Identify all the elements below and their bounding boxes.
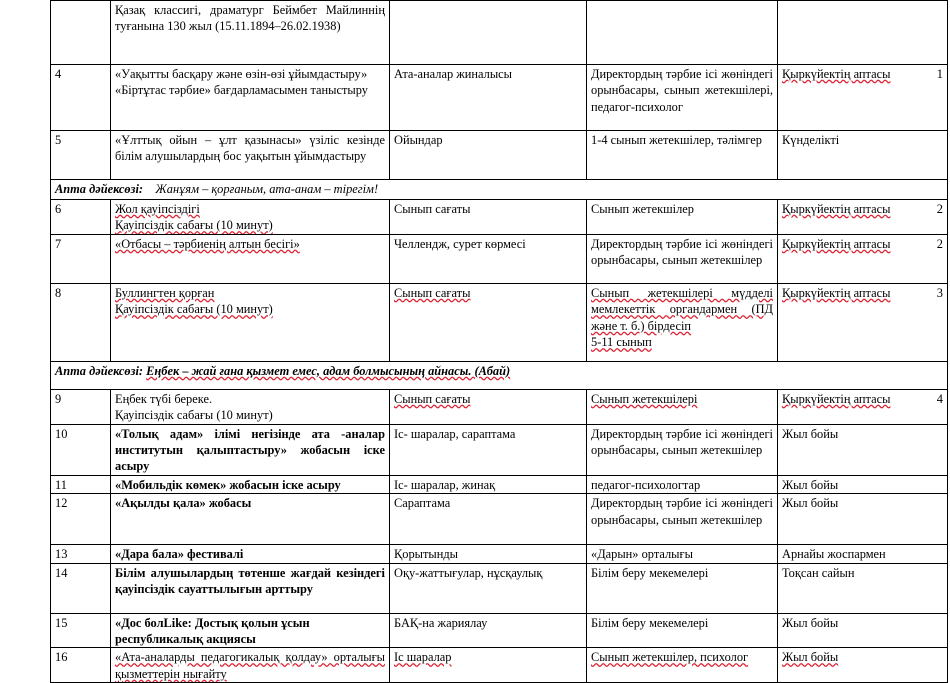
row-number: 15: [51, 613, 111, 648]
form-cell: Челлендж, сурет көрмесі: [390, 234, 587, 283]
form-cell: Сынып сағаты: [390, 283, 587, 361]
week-quote-label: Апта дәйексөзі:: [55, 363, 144, 378]
week-number: 4: [936, 391, 943, 406]
timing-text: Жыл бойы: [782, 477, 839, 492]
timing-cell: [778, 475, 948, 493]
row-number: 12: [51, 494, 111, 545]
event-cell: Білім алушылардың төтенше жағдай кезіндегі қауіпсіздік сауаттылығын арттыру: [111, 563, 390, 613]
week-quote-text: Еңбек – жай ғана қызмет емес, адам болмысының айнасы. (Абай): [146, 363, 511, 378]
week-quote-row: [51, 180, 948, 200]
event-cell: «Толық адам» ілімі негізінде ата -аналар институтын қалыптастыру» жобасын іске асыру: [111, 424, 390, 475]
timing-cell: [778, 234, 948, 283]
week-quote-row: [51, 361, 948, 389]
responsible-cell: Білім беру мекемелері: [587, 613, 778, 648]
responsible-cell: Сынып жетекшілер, психолог: [587, 648, 778, 683]
row-number: 7: [51, 234, 111, 283]
week-number: [929, 426, 943, 442]
responsible-cell: педагог-психологтар: [587, 475, 778, 493]
timing-cell: [778, 200, 948, 235]
event-cell: «Мобильдік көмек» жобасын іске асыру: [111, 475, 390, 493]
form-cell: Іс- шаралар, сараптама: [390, 424, 587, 475]
responsible-cell: Сынып жетекшілері мүдделі мемлекеттік органдармен (ПД және т. б.) бірдесіп 5-11 сынып: [587, 283, 778, 361]
week-quote-text: Жанұям – қорғаным, ата-анам – тірегім!: [155, 182, 379, 196]
timing-cell: [778, 424, 948, 475]
table-row: [51, 389, 948, 424]
event-cell: «Ақылды қала» жобасы: [111, 494, 390, 545]
form-cell: Сынып сағаты: [390, 389, 587, 424]
week-number: [929, 546, 943, 562]
week-number: [929, 649, 943, 665]
timing-cell: [778, 131, 948, 180]
timing-cell: [778, 648, 948, 683]
row-number: 4: [51, 65, 111, 131]
form-cell: Сынып сағаты: [390, 200, 587, 235]
week-number: 2: [936, 202, 943, 216]
timing-text: Тоқсан сайын: [782, 565, 855, 580]
event-cell: «Ұлттық ойын – ұлт қазынасы» үзіліс кезінде білім алушылардың бос уақытын ұйымдастыру: [111, 131, 390, 180]
responsible-cell: «Дарын» орталығы: [587, 545, 778, 563]
week-number: 1: [936, 67, 943, 81]
form-cell: Қорытынды: [390, 545, 587, 563]
row-number: [51, 1, 111, 65]
timing-text: Қыркүйектің аптасы: [782, 202, 891, 216]
table-row: [51, 1, 948, 65]
table-row: [51, 648, 948, 683]
timing-cell: [778, 545, 948, 563]
form-cell: Ойындар: [390, 131, 587, 180]
plan-table: [50, 0, 948, 683]
week-number: [929, 615, 943, 631]
week-number: [929, 565, 943, 581]
form-cell: Сараптама: [390, 494, 587, 545]
timing-text: Жыл бойы: [782, 650, 839, 665]
form-cell: БАҚ-на жариялау: [390, 613, 587, 648]
form-cell: Оқу-жаттығулар, нұсқаулық: [390, 563, 587, 613]
table-row: [51, 283, 948, 361]
responsible-cell: Директордың тәрбие ісі жөніндегі орынбасары, сынып жетекшілері, педагог-психолог: [587, 65, 778, 131]
timing-text: Күнделікті: [782, 133, 840, 147]
timing-cell: [778, 283, 948, 361]
week-number: [929, 495, 943, 511]
row-number: 6: [51, 200, 111, 235]
timing-cell: [778, 65, 948, 131]
event-cell: Буллингтен қорған Қауіпсіздік сабағы (10 минут): [111, 283, 390, 361]
table-row: [51, 234, 948, 283]
responsible-cell: Сынып жетекшілері: [587, 389, 778, 424]
week-quote-label: Апта дәйексөзі:: [55, 182, 144, 196]
form-cell: Іс- шаралар, жинақ: [390, 475, 587, 493]
timing-text: Жыл бойы: [782, 496, 839, 511]
week-quote: [51, 361, 948, 389]
event-cell: «Дос болLike: Достық қолын ұсын республикалық акциясы: [111, 613, 390, 648]
table-row: [51, 545, 948, 563]
form-cell: Ата-аналар жиналысы: [390, 65, 587, 131]
responsible-cell: Білім беру мекемелері: [587, 563, 778, 613]
week-number: 2: [936, 236, 943, 251]
row-number: 16: [51, 648, 111, 683]
timing-text: Арнайы жоспармен: [782, 547, 886, 562]
timing-text: Жыл бойы: [782, 426, 839, 441]
timing-cell: [778, 1, 948, 65]
timing-text: Қыркүйектің аптасы: [782, 391, 891, 406]
row-number: 11: [51, 475, 111, 493]
table-row: [51, 65, 948, 131]
form-cell: Іс шаралар: [390, 648, 587, 683]
week-number: [929, 132, 943, 148]
timing-cell: [778, 613, 948, 648]
row-number: 5: [51, 131, 111, 180]
table-row: [51, 613, 948, 648]
table-row: [51, 494, 948, 545]
event-cell: «Дара бала» фестивалі: [111, 545, 390, 563]
responsible-cell: Директордың тәрбие ісі жөніндегі орынбасары, сынып жетекшілер: [587, 234, 778, 283]
responsible-cell: Директордың тәрбие ісі жөніндегі орынбасары, сынып жетекшілер: [587, 494, 778, 545]
table-row: [51, 200, 948, 235]
table-row: [51, 131, 948, 180]
event-cell: Қазақ классигі, драматург Беймбет Майлиннің туғанына 130 жыл (15.11.1894–26.02.1938): [111, 1, 390, 65]
responsible-cell: Сынып жетекшілер: [587, 200, 778, 235]
table-row: [51, 424, 948, 475]
timing-text: Қыркүйектің аптасы: [782, 236, 891, 251]
event-cell: Жол қауіпсіздігі Қауіпсіздік сабағы (10 минут): [111, 200, 390, 235]
timing-text: Жыл бойы: [782, 615, 839, 630]
week-quote: [51, 180, 948, 200]
week-number: 3: [936, 285, 943, 300]
event-cell: «Отбасы – тәрбиенің алтын бесігі»: [111, 234, 390, 283]
event-cell: «Уақытты басқару және өзін-өзі ұйымдастыру» «Біртұтас тәрбие» бағдарламасымен таныстыру: [111, 65, 390, 131]
responsible-cell: Директордың тәрбие ісі жөніндегі орынбасары, сынып жетекшілер: [587, 424, 778, 475]
responsible-cell: 1-4 сынып жетекшілер, тәлімгер: [587, 131, 778, 180]
timing-cell: [778, 389, 948, 424]
timing-cell: [778, 563, 948, 613]
timing-text: Қыркүйектің аптасы: [782, 285, 891, 300]
form-cell: [390, 1, 587, 65]
week-number: [929, 477, 943, 493]
timing-cell: [778, 494, 948, 545]
event-cell: «Ата-аналарды педагогикалық қолдау» орталығы қызметтерін нығайту: [111, 648, 390, 683]
row-number: 13: [51, 545, 111, 563]
timing-text: Қыркүйектің аптасы: [782, 67, 891, 81]
table-row: [51, 563, 948, 613]
event-cell: Еңбек түбі береке. Қауіпсіздік сабағы (10 минут): [111, 389, 390, 424]
table-row: [51, 475, 948, 493]
responsible-cell: [587, 1, 778, 65]
row-number: 14: [51, 563, 111, 613]
row-number: 8: [51, 283, 111, 361]
row-number: 9: [51, 389, 111, 424]
row-number: 10: [51, 424, 111, 475]
